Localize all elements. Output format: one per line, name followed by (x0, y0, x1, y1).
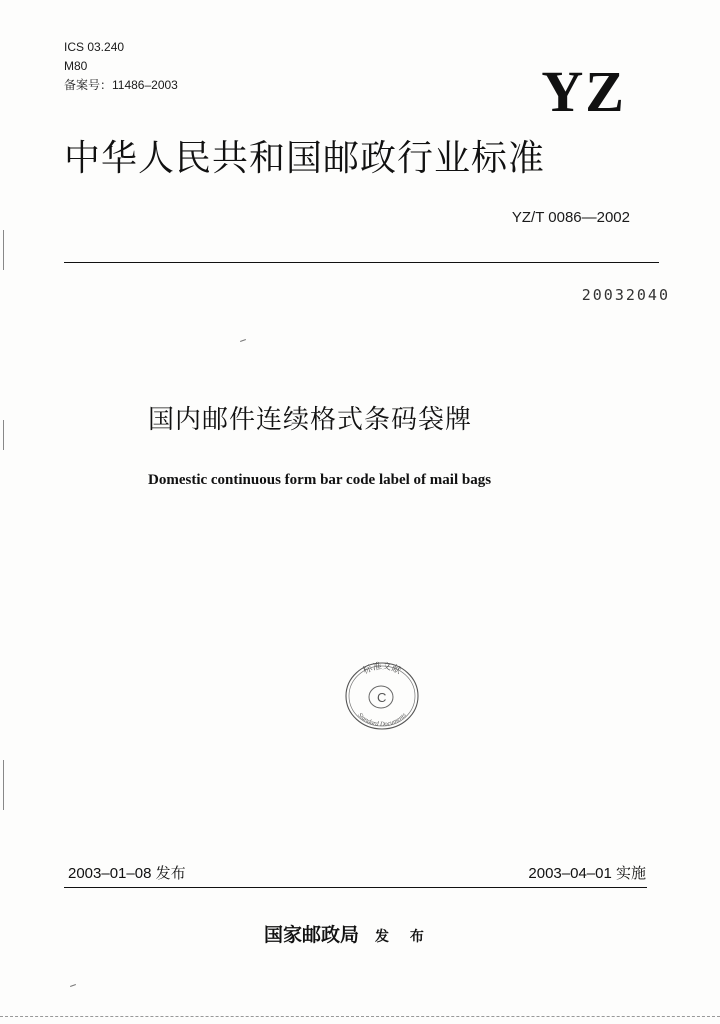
scan-bottom-edge (0, 1016, 720, 1017)
standard-code: YZ/T 0086—2002 (511, 209, 630, 226)
document-title-en: Domestic continuous form bar code label of mail bags (148, 472, 492, 488)
yz-standard-mark: YZ (541, 59, 626, 124)
seal-bottom-text: Standard Documents (356, 711, 408, 729)
record-number: 备案号：11486–2003 (64, 78, 178, 92)
effective-date: 2003–04–01 实施 (528, 865, 646, 882)
header-divider (64, 262, 659, 263)
issuer-line (264, 922, 432, 950)
issuer-action: 发 布 (375, 929, 432, 945)
seal-top-text: 标准文献 (361, 661, 403, 677)
scan-edge-mark (3, 760, 4, 810)
ics-code: ICS 03.240 (64, 40, 125, 54)
publish-date: 2003–01–08 发布 (68, 865, 186, 882)
seal-center-letter: C (377, 690, 387, 705)
scan-speck (70, 984, 76, 987)
category-code: M80 (64, 59, 88, 73)
svg-text:Standard Documents (356, 711, 408, 728)
svg-text:标准文献 (361, 660, 403, 677)
stamp-number: 20032040 (581, 286, 670, 304)
scan-edge-mark (3, 230, 4, 270)
scan-speck (240, 339, 246, 342)
scan-edge-mark (3, 420, 4, 450)
seal-stamp-icon (339, 659, 425, 731)
document-title-cn: 国内邮件连续格式条码袋牌 (148, 405, 473, 435)
organization-title: 中华人民共和国邮政行业标准 (64, 138, 546, 179)
issuer-name: 国家邮政局 (264, 924, 360, 946)
date-divider (64, 887, 647, 888)
